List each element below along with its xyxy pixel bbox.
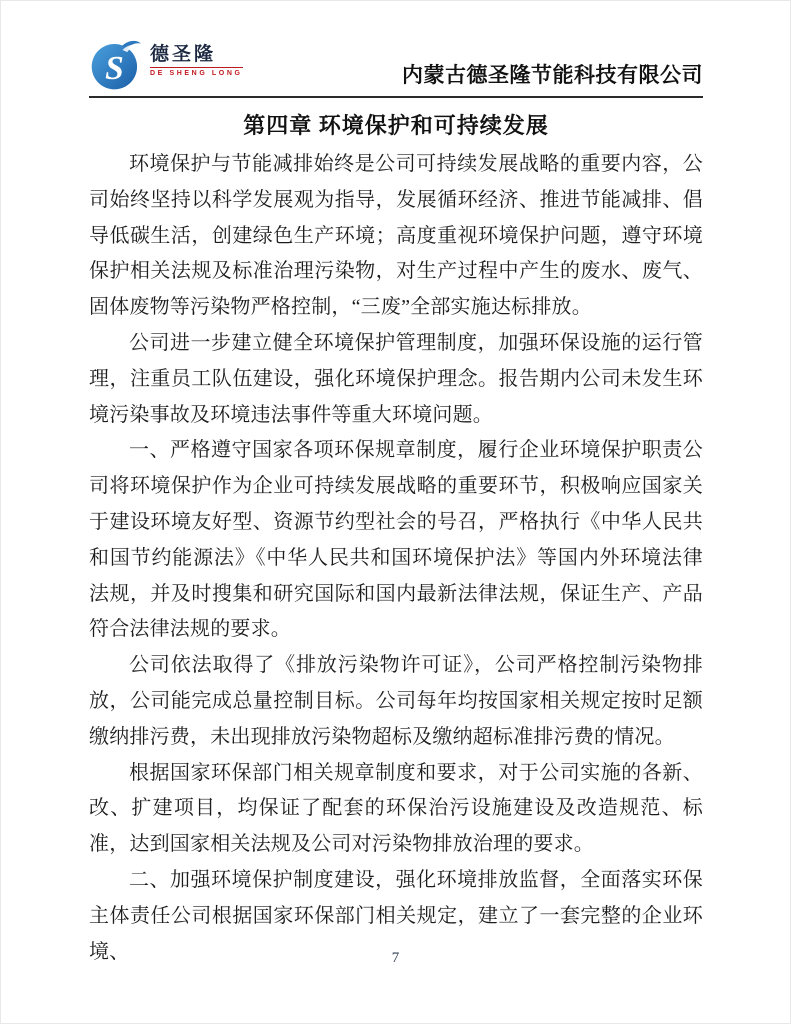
company-logo xyxy=(89,37,243,91)
svg-text:S: S xyxy=(105,50,124,88)
paragraph-3: 一、严格遵守国家各项环保规章制度，履行企业环境保护职责公司将环境保护作为企业可持续发展战略的重要环节，积极响应国家关于建设环境友好型、资源节约型社会的号召，严格执行《中华人民共和国节约能源法》《中华人民共和国环境保护法》等国内外环境法律法规，并及时搜集和研究国际和国内最新法律法规，保证生产、产品符合法律法规的要求。 xyxy=(89,439,703,641)
paragraph-1: 环境保护与节能减排始终是公司可持续发展战略的重要内容，公司始终坚持以科学发展观为指导，发展循环经济、推进节能减排、倡导低碳生活，创建绿色生产环境；高度重视环境保护问题，遵守环境保护相关法规及标准治理污染物，对生产过程中产生的废水、废气、固体废物等污染物严格控制，“三废”全部实施达标排放。 xyxy=(89,153,703,319)
dragon-s-logo-icon xyxy=(89,37,143,91)
header-divider xyxy=(89,96,703,98)
page-number: 7 xyxy=(391,950,400,966)
paragraph-4: 公司依法取得了《排放污染物许可证》，公司严格控制污染物排放，公司能完成总量控制目标。公司每年均按国家相关规定按时足额缴纳排污费，未出现排放污染物超标及缴纳超标准排污费的情况。 xyxy=(89,654,703,748)
logo-wordmark xyxy=(150,45,243,83)
document-body xyxy=(89,147,703,970)
page-header xyxy=(89,37,703,91)
paragraph-6: 二、加强环境保护制度建设，强化环境排放监督，全面落实环保主体责任公司根据国家环保部门相关规定，建立了一套完整的企业环境、 xyxy=(89,868,703,963)
paragraph-2: 公司进一步建立健全环境保护管理制度，加强环保设施的运行管理，注重员工队伍建设，强化环境保护理念。报告期内公司未发生环境污染事故及环境违法事件等重大环境问题。 xyxy=(89,331,703,426)
company-name: 内蒙古德圣隆节能科技有限公司 xyxy=(402,63,703,87)
logo-name-english: DE SHENG LONG xyxy=(150,67,243,77)
logo-name-chinese: 德圣隆 xyxy=(150,44,217,65)
chapter-title: 第四章 环境保护和可持续发展 xyxy=(243,113,549,138)
page-footer xyxy=(1,950,790,967)
paragraph-5: 根据国家环保部门相关规章制度和要求，对于公司实施的各新、改、扩建项目，均保证了配套的环保治污设施建设及改造规范、标准，达到国家相关法规及公司对污染物排放治理的要求。 xyxy=(89,761,703,856)
